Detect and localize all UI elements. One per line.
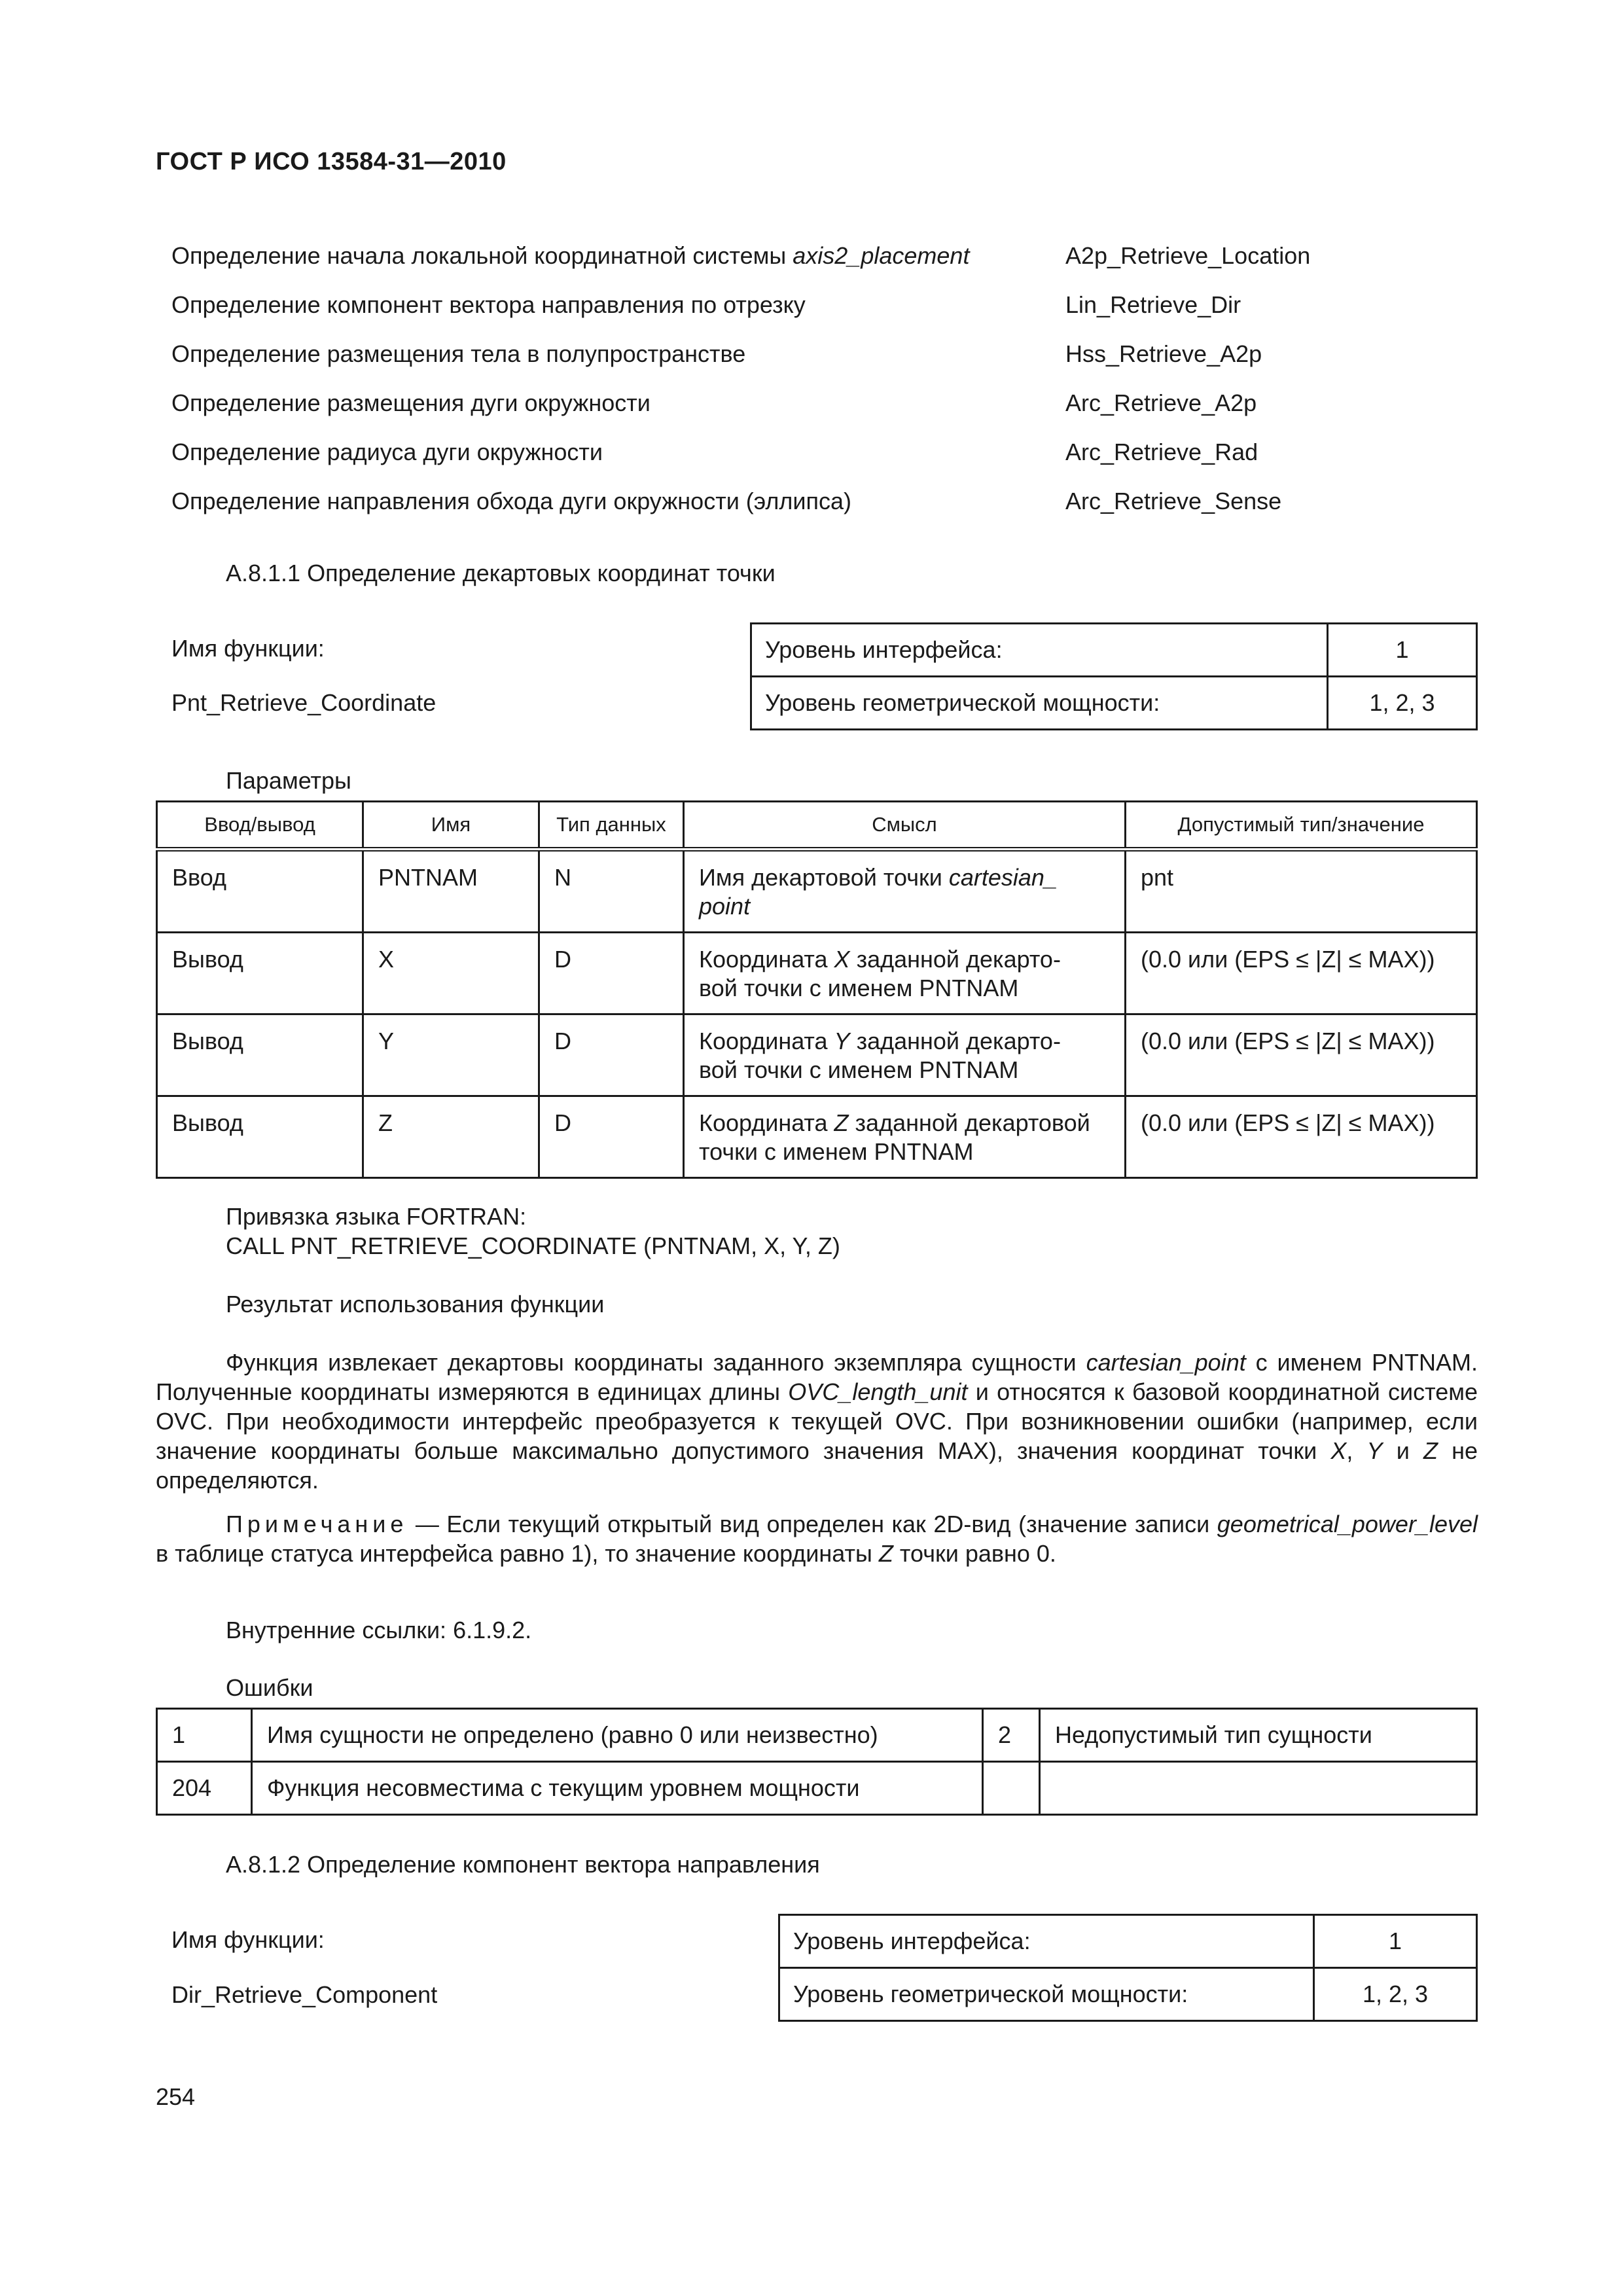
list-item — [171, 389, 1415, 422]
table-row — [751, 677, 1477, 730]
type-cell: D — [539, 1014, 684, 1096]
function-name: Dir_Retrieve_Component — [171, 1981, 438, 2008]
list-item-function: Arc_Retrieve_A2p — [1065, 389, 1257, 416]
table-header-row — [157, 802, 1477, 850]
name-cell: Z — [363, 1096, 539, 1178]
type-cell: D — [539, 933, 684, 1014]
error-code — [983, 1762, 1040, 1815]
table-row — [157, 850, 1477, 933]
note-paragraph: Примечание — Если текущий открытый вид определен как 2D-вид (значение записи geometrical_power_level в таблице статуса интерфейса равно 1), то значение координаты Z точки равно 0. — [156, 1511, 1478, 1567]
note-label: Примечание — [226, 1511, 408, 1537]
error-code: 204 — [157, 1762, 252, 1815]
name-cell: Y — [363, 1014, 539, 1096]
value-cell: pnt — [1126, 850, 1477, 933]
function-name: Pnt_Retrieve_Coordinate — [171, 689, 437, 716]
list-item-function: Lin_Retrieve_Dir — [1065, 291, 1241, 318]
value-cell: (0.0 или (EPS ≤ |Z| ≤ MAX)) — [1126, 1096, 1477, 1178]
list-item-function: Hss_Retrieve_A2p — [1065, 340, 1262, 367]
geom-power-value: 1, 2, 3 — [1314, 1968, 1477, 2021]
list-item — [171, 488, 1415, 520]
table-row — [779, 1968, 1477, 2021]
interface-level-label: Уровень интерфейса: — [751, 624, 1328, 677]
list-item-description: Определение размещения дуги окружности — [171, 389, 651, 416]
errors-label: Ошибки — [226, 1674, 313, 1701]
section-heading: A.8.1.2 Определение компонент вектора направления — [226, 1851, 820, 1878]
errors-table — [156, 1708, 1478, 1816]
table-row — [779, 1915, 1477, 1968]
list-item-function: A2p_Retrieve_Location — [1065, 242, 1311, 269]
table-row — [157, 1762, 1477, 1815]
list-item-description: Определение начала локальной координатной системы — [171, 242, 793, 269]
table-row — [157, 1709, 1477, 1762]
fortran-call: CALL PNT_RETRIEVE_COORDINATE (PNTNAM, X, Y, Z) — [226, 1232, 840, 1259]
function-name-label: Имя функции: — [171, 635, 325, 662]
error-text: Недопустимый тип сущности — [1040, 1709, 1477, 1762]
meaning-cell: Координата Y заданной декарто- вой точки с именем PNTNAM — [684, 1014, 1126, 1096]
name-cell: X — [363, 933, 539, 1014]
io-cell: Вывод — [157, 933, 363, 1014]
io-cell: Вывод — [157, 1096, 363, 1178]
column-header: Имя — [363, 802, 539, 850]
value-cell: (0.0 или (EPS ≤ |Z| ≤ MAX)) — [1126, 933, 1477, 1014]
list-item-description: Определение размещения тела в полупространстве — [171, 340, 746, 367]
interface-level-table — [778, 1914, 1478, 2022]
error-code: 2 — [983, 1709, 1040, 1762]
interface-level-table — [750, 622, 1478, 730]
column-header: Допустимый тип/значение — [1126, 802, 1477, 850]
list-item-description: Определение радиуса дуги окружности — [171, 439, 603, 465]
table-row — [751, 624, 1477, 677]
list-item — [171, 340, 1415, 373]
geom-power-label: Уровень геометрической мощности: — [779, 1968, 1314, 2021]
column-header: Смысл — [684, 802, 1126, 850]
name-cell: PNTNAM — [363, 850, 539, 933]
type-cell: N — [539, 850, 684, 933]
list-item — [171, 291, 1415, 324]
type-cell: D — [539, 1096, 684, 1178]
section-heading: A.8.1.1 Определение декартовых координат точки — [226, 560, 776, 586]
table-row — [157, 1096, 1477, 1178]
list-item-description-italic: axis2_placement — [793, 242, 970, 269]
list-item-function: Arc_Retrieve_Rad — [1065, 439, 1258, 465]
table-row — [157, 933, 1477, 1014]
error-text: Функция несовместима с текущим уровнем мощности — [252, 1762, 983, 1815]
error-text: Имя сущности не определено (равно 0 или неизвестно) — [252, 1709, 983, 1762]
fortran-label: Привязка языка FORTRAN: — [226, 1203, 527, 1230]
geom-power-value: 1, 2, 3 — [1328, 677, 1477, 730]
internal-refs: Внутренние ссылки: 6.1.9.2. — [226, 1617, 532, 1643]
error-text — [1040, 1762, 1477, 1815]
table-row — [157, 1014, 1477, 1096]
page-number: 254 — [156, 2083, 196, 2110]
params-label: Параметры — [226, 767, 351, 794]
list-item-description: Определение компонент вектора направления по отрезку — [171, 291, 806, 318]
interface-level-value: 1 — [1328, 624, 1477, 677]
list-item-description: Определение направления обхода дуги окружности (эллипса) — [171, 488, 851, 514]
result-paragraph: Функция извлекает декартовы координаты заданного экземпляра сущности cartesian_point с именем PNTNAM. Полученные координаты измеряются в единицах длины OVC_length_unit и относятся к базовой координатной системе OVC. При необходимости интерфейс преобразуется к текущей OVC. При возникновении ошибки (например, если значение координаты больше максимально допустимого значения MAX), значения координат точки X, Y и Z не определяются. — [156, 1349, 1478, 1494]
io-cell: Ввод — [157, 850, 363, 933]
interface-level-label: Уровень интерфейса: — [779, 1915, 1314, 1968]
list-item-function: Arc_Retrieve_Sense — [1065, 488, 1282, 514]
list-item — [171, 439, 1415, 471]
document-header: ГОСТ Р ИСО 13584-31—2010 — [156, 148, 507, 175]
column-header: Тип данных — [539, 802, 684, 850]
error-code: 1 — [157, 1709, 252, 1762]
geom-power-label: Уровень геометрической мощности: — [751, 677, 1328, 730]
interface-level-value: 1 — [1314, 1915, 1477, 1968]
meaning-cell: Координата X заданной декарто- вой точки с именем PNTNAM — [684, 933, 1126, 1014]
list-item — [171, 242, 1415, 275]
parameters-table — [156, 800, 1478, 1179]
result-label: Результат использования функции — [226, 1291, 605, 1318]
value-cell: (0.0 или (EPS ≤ |Z| ≤ MAX)) — [1126, 1014, 1477, 1096]
function-name-label: Имя функции: — [171, 1926, 325, 1953]
io-cell: Вывод — [157, 1014, 363, 1096]
meaning-cell: Имя декартовой точки cartesian_ point — [684, 850, 1126, 933]
column-header: Ввод/вывод — [157, 802, 363, 850]
meaning-cell: Координата Z заданной декартовой точки с именем PNTNAM — [684, 1096, 1126, 1178]
